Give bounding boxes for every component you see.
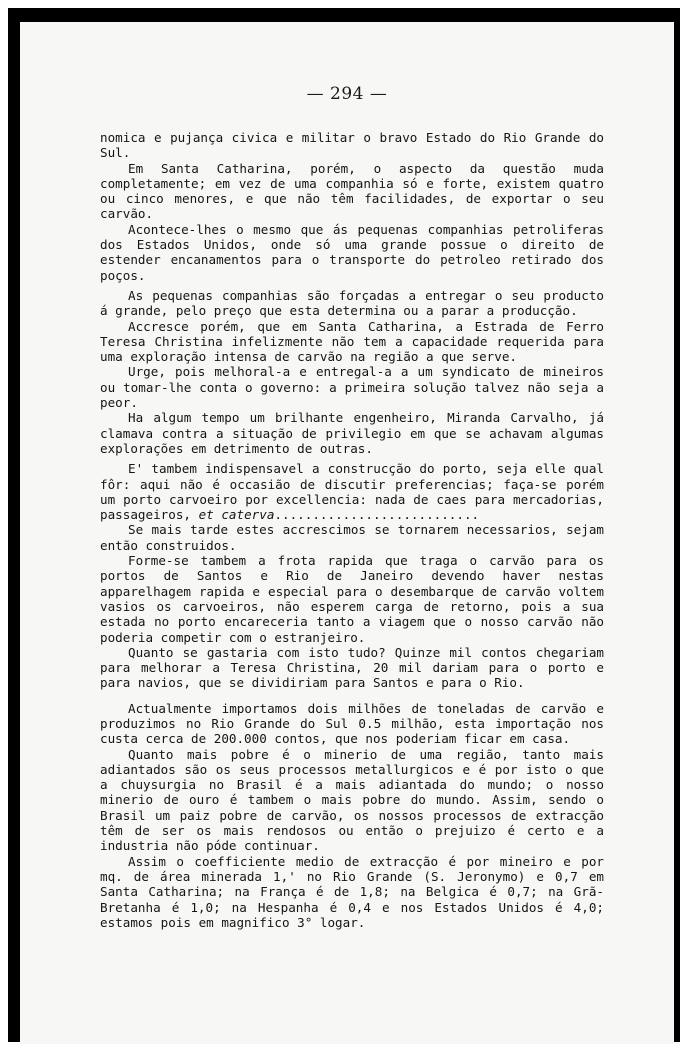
- paragraph: nomica e pujança civica e militar o bravo Estado do Rio Grande do Sul.: [100, 130, 604, 161]
- paragraph: Accresce porém, que em Santa Catharina, a Estrada de Ferro Teresa Christina infelizmente não tem a capacidade requerida para uma exploração intensa de carvão na região a que serve.: [100, 318, 604, 365]
- paragraph: Quanto mais pobre é o minerio de uma região, tanto mais adiantados são os seus processos metallurgicos e é por isto o que a chuysurgia no Brasil é a mais adiantada do mundo; o nosso minerio de ouro é tambem o mais pobre do mundo. Assim, sendo o Brasil um paiz pobre de carvão, os nossos processos de extracção têm de ser os mais rendosos ou então o prejuizo é certo e a industria não póde continuar.: [100, 746, 604, 854]
- paragraph: Assim o coefficiente medio de extracção é por mineiro e por mq. de área minerada 1,' no Rio Grande (S. Jeronymo) e 0,7 em Santa Catharina; na França é de 1,8; na Belgica é 0,7; na Grã-Bretanha é 1,0; na Hespanha é 0,4 e nos Estados Unidos é 4,0; estamos pois em magnifico 3° logar.: [100, 853, 604, 930]
- paragraph: Ha algum tempo um brilhante engenheiro, Miranda Carvalho, já clamava contra a situação de privilegio em que se achavam algumas explorações em detrimento de outras.: [100, 410, 604, 456]
- paragraph: Em Santa Catharina, porém, o aspecto da questão muda completamente; em vez de uma companhia só e forte, existem quatro ou cinco menores, e que não têm facilidades, de exportar o seu carvão.: [100, 160, 604, 222]
- paragraph: Quanto se gastaria com isto tudo? Quinze mil contos chegariam para melhorar a Teresa Christina, 20 mil dariam para o porto e para navios, que se dividiriam para Santos e para o Rio.: [100, 644, 604, 691]
- paragraph: Se mais tarde estes accrescimos se tornarem necessarios, sejam então construidos.: [100, 522, 604, 553]
- document-page: [20, 22, 674, 1044]
- page-number: — 294 —: [306, 84, 388, 104]
- paragraph: Urge, pois melhoral-a e entregal-a a um syndicato de mineiros ou tomar-lhe conta o governo: a primeira solução talvez não seja a peor.: [100, 364, 604, 411]
- page-border: [8, 8, 680, 1042]
- paragraph-text: E' tambem indispensavel a construcção do porto, seja elle qual fôr: aqui não é occasião de discutir preferencias; faça-se porém um porto carvoeiro por excellencia: nada de caes para mercadorias, passageiros,: [100, 461, 604, 523]
- paragraph: Forme-se tambem a frota rapida que traga o carvão para os portos de Santos e Rio de Janeiro devendo haver nestas apparelhagem rapida e especial para o desembarque de carvão voltem vasios os carvoeiros, não esperem carga de retorno, pois a sua estada no porto encareceria tanto a viagem que o nosso carvão não poderia competir com o estranjeiro.: [100, 553, 604, 645]
- et-caterva-text: et caterva: [198, 507, 275, 523]
- paragraph-porto: [100, 461, 604, 522]
- paragraph: Actualmente importamos dois milhões de toneladas de carvão e produzimos no Rio Grande do Sul 0.5 milhão, esta importação nos custa cerca de 200.000 contos, que nos poderiam ficar em casa.: [100, 700, 604, 747]
- leader-dots: ...........................: [274, 507, 480, 523]
- paragraph: Acontece-lhes o mesmo que ás pequenas companhias petroliferas dos Estados Unidos, onde só uma grande possue o direito de estender encanamentos para o transporte do petroleo retirado dos poços.: [100, 221, 604, 283]
- paragraph: As pequenas companhias são forçadas a entregar o seu producto á grande, pelo preço que esta determina ou a parar a producção.: [100, 287, 604, 319]
- body-text: [100, 130, 604, 930]
